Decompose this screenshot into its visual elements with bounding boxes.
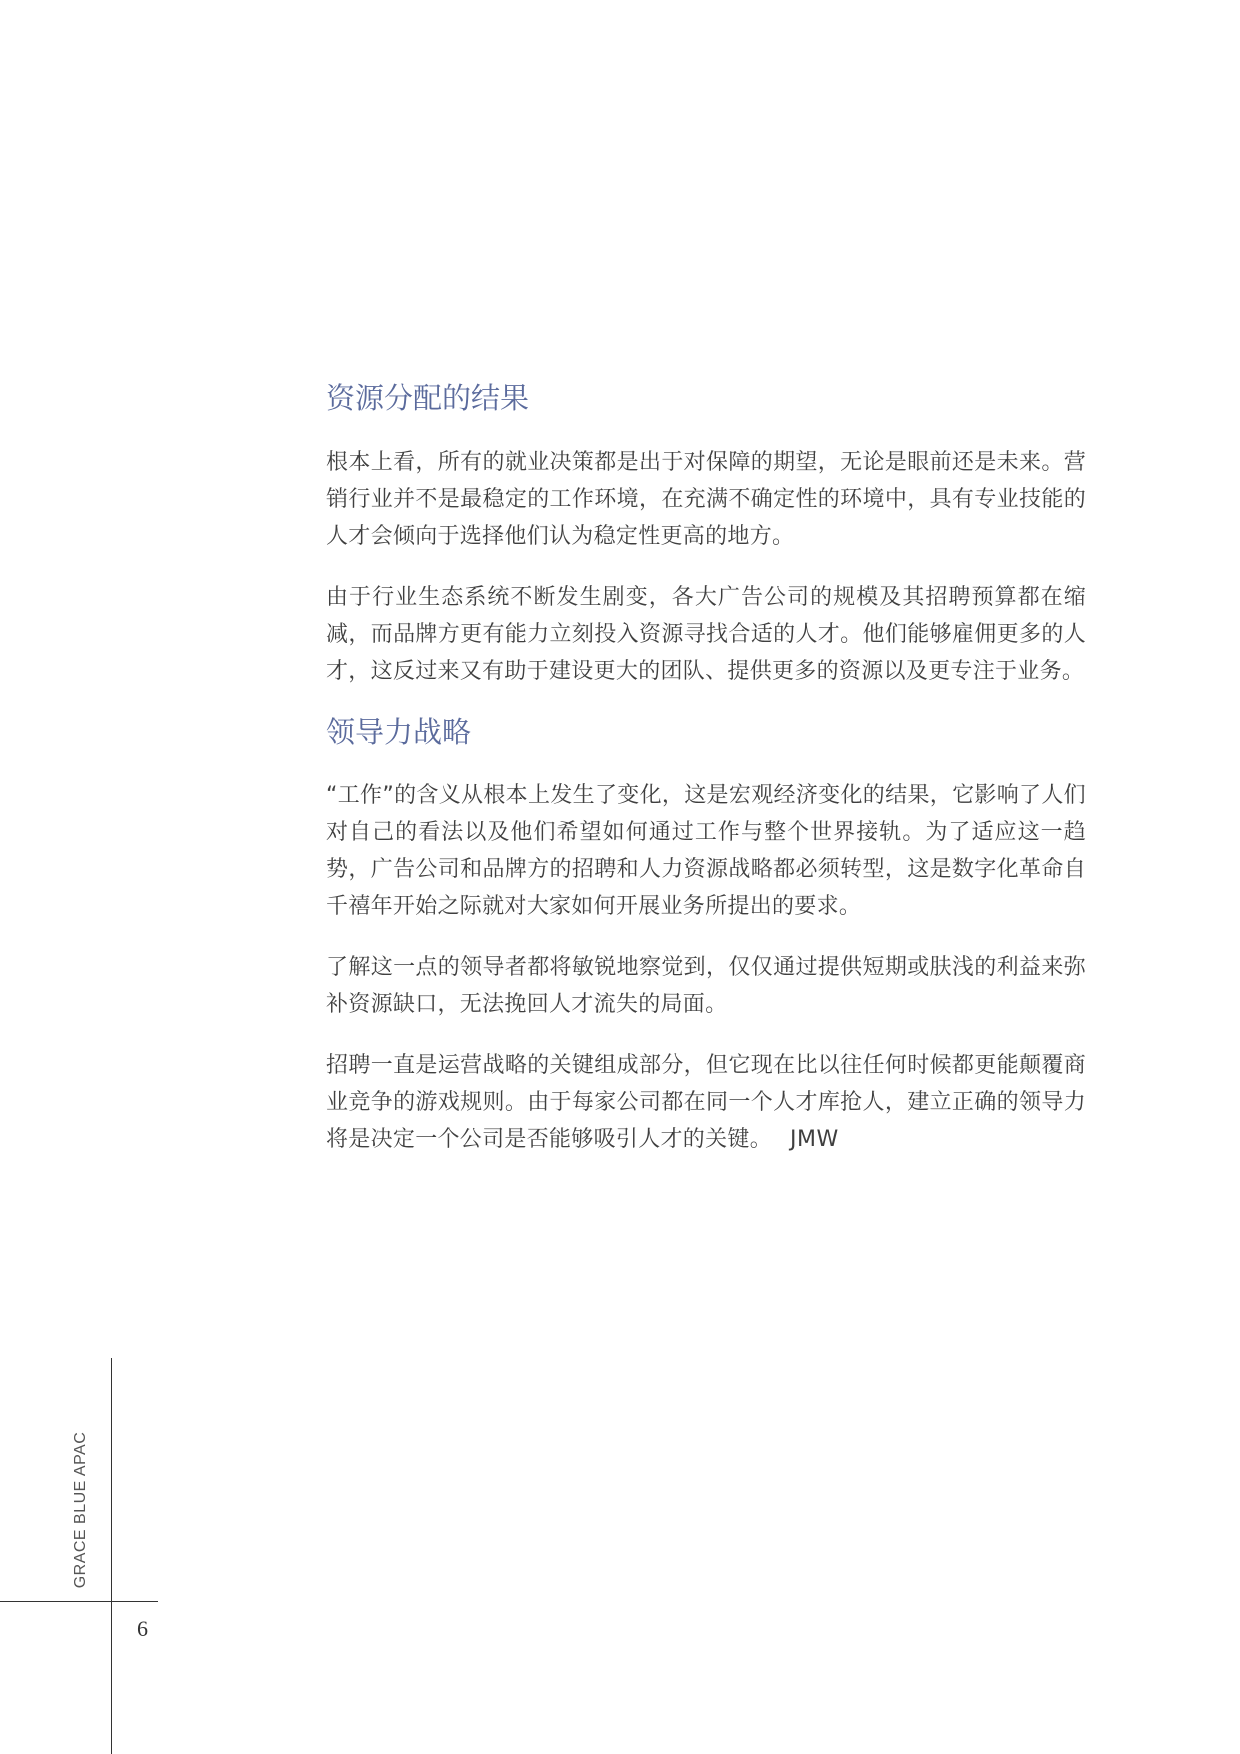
section-resource-allocation (326, 380, 1086, 690)
paragraph: 由于行业生态系统不断发生剧变，各大广告公司的规模及其招聘预算都在缩减，而品牌方更有能力立刻投入资源寻找合适的人才。他们能够雇佣更多的人才，这反过来又有助于建设更大的团队、提供更多的资源以及更专注于业务。 (326, 584, 1086, 684)
section-heading: 领导力战略 (326, 714, 472, 749)
paragraph: 根本上看，所有的就业决策都是出于对保障的期望，无论是眼前还是未来。营销行业并不是最稳定的工作环境，在充满不确定性的环境中，具有专业技能的人才会倾向于选择他们认为稳定性更高的地方。 (326, 449, 1086, 549)
page-number: 6 (137, 1616, 148, 1641)
paragraph-final (326, 1047, 1086, 1158)
article-body (326, 380, 1086, 1158)
section-leadership-strategy (326, 714, 1086, 1159)
paragraph-text: 招聘一直是运营战略的关键组成部分，但它现在比以往任何时候都更能颠覆商业竞争的游戏规则。由于每家公司都在同一个人才库抢人，建立正确的领导力将是决定一个公司是否能够吸引人才的关键。 (326, 1053, 1086, 1153)
paragraph: “工作”的含义从根本上发生了变化，这是宏观经济变化的结果，它影响了人们对自己的看法以及他们希望如何通过工作与整个世界接轨。为了适应这一趋势，广告公司和品牌方的招聘和人力资源战略都必须转型，这是数字化革命自千禧年开始之际就对大家如何开展业务所提出的要求。 (326, 783, 1086, 920)
footer-vertical-rule (111, 1358, 112, 1754)
footer-horizontal-rule (0, 1601, 158, 1602)
section-heading: 资源分配的结果 (326, 381, 530, 415)
author-signature: JMW (790, 1127, 839, 1153)
paragraph: 了解这一点的领导者都将敏锐地察觉到，仅仅通过提供短期或肤浅的利益来弥补资源缺口，无法挽回人才流失的局面。 (326, 955, 1086, 1018)
brand-name: GRACE BLUE APAC (72, 1431, 89, 1589)
